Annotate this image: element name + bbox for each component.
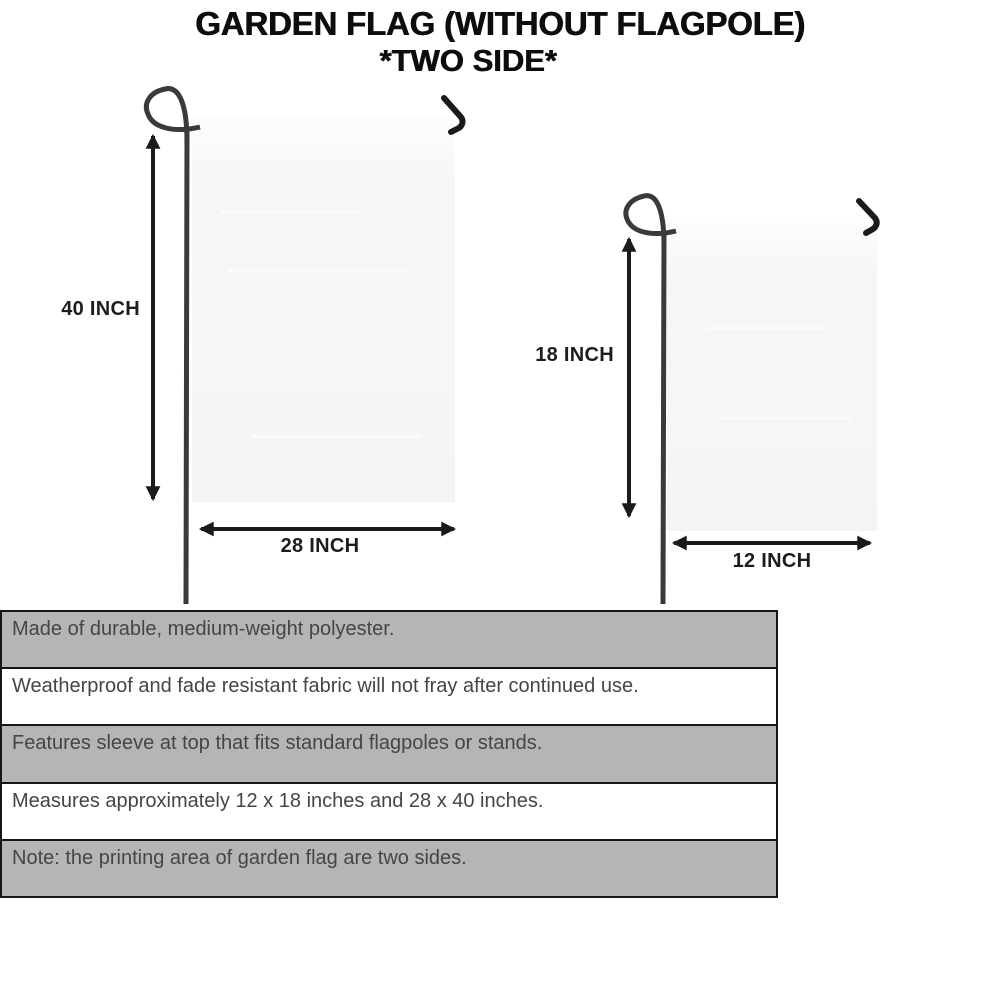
spec-table: [0, 610, 778, 898]
spec-row-measurements: Measures approximately 12 x 18 inches and 28 x 40 inches.: [2, 784, 776, 841]
spec-row-material: Made of durable, medium-weight polyester.: [2, 612, 776, 669]
flag-clip-small: [859, 201, 877, 233]
width-label-small: 12 INCH: [732, 550, 812, 572]
spec-row-weatherproof: Weatherproof and fade resistant fabric will not fray after continued use.: [2, 669, 776, 726]
page-title: GARDEN FLAG (WITHOUT FLAGPOLE): [195, 5, 805, 42]
flagpole-small: [626, 196, 676, 604]
height-label-small: 18 INCH: [535, 344, 614, 366]
page-subtitle: *TWO SIDE*: [379, 43, 557, 78]
spec-row-note: Note: the printing area of garden flag are two sides.: [2, 841, 776, 896]
flag-clip-large: [444, 98, 463, 132]
width-label-large: 28 INCH: [280, 535, 360, 557]
height-label-large: 40 INCH: [61, 298, 140, 320]
spec-row-sleeve: Features sleeve at top that fits standard flagpoles or stands.: [2, 726, 776, 783]
